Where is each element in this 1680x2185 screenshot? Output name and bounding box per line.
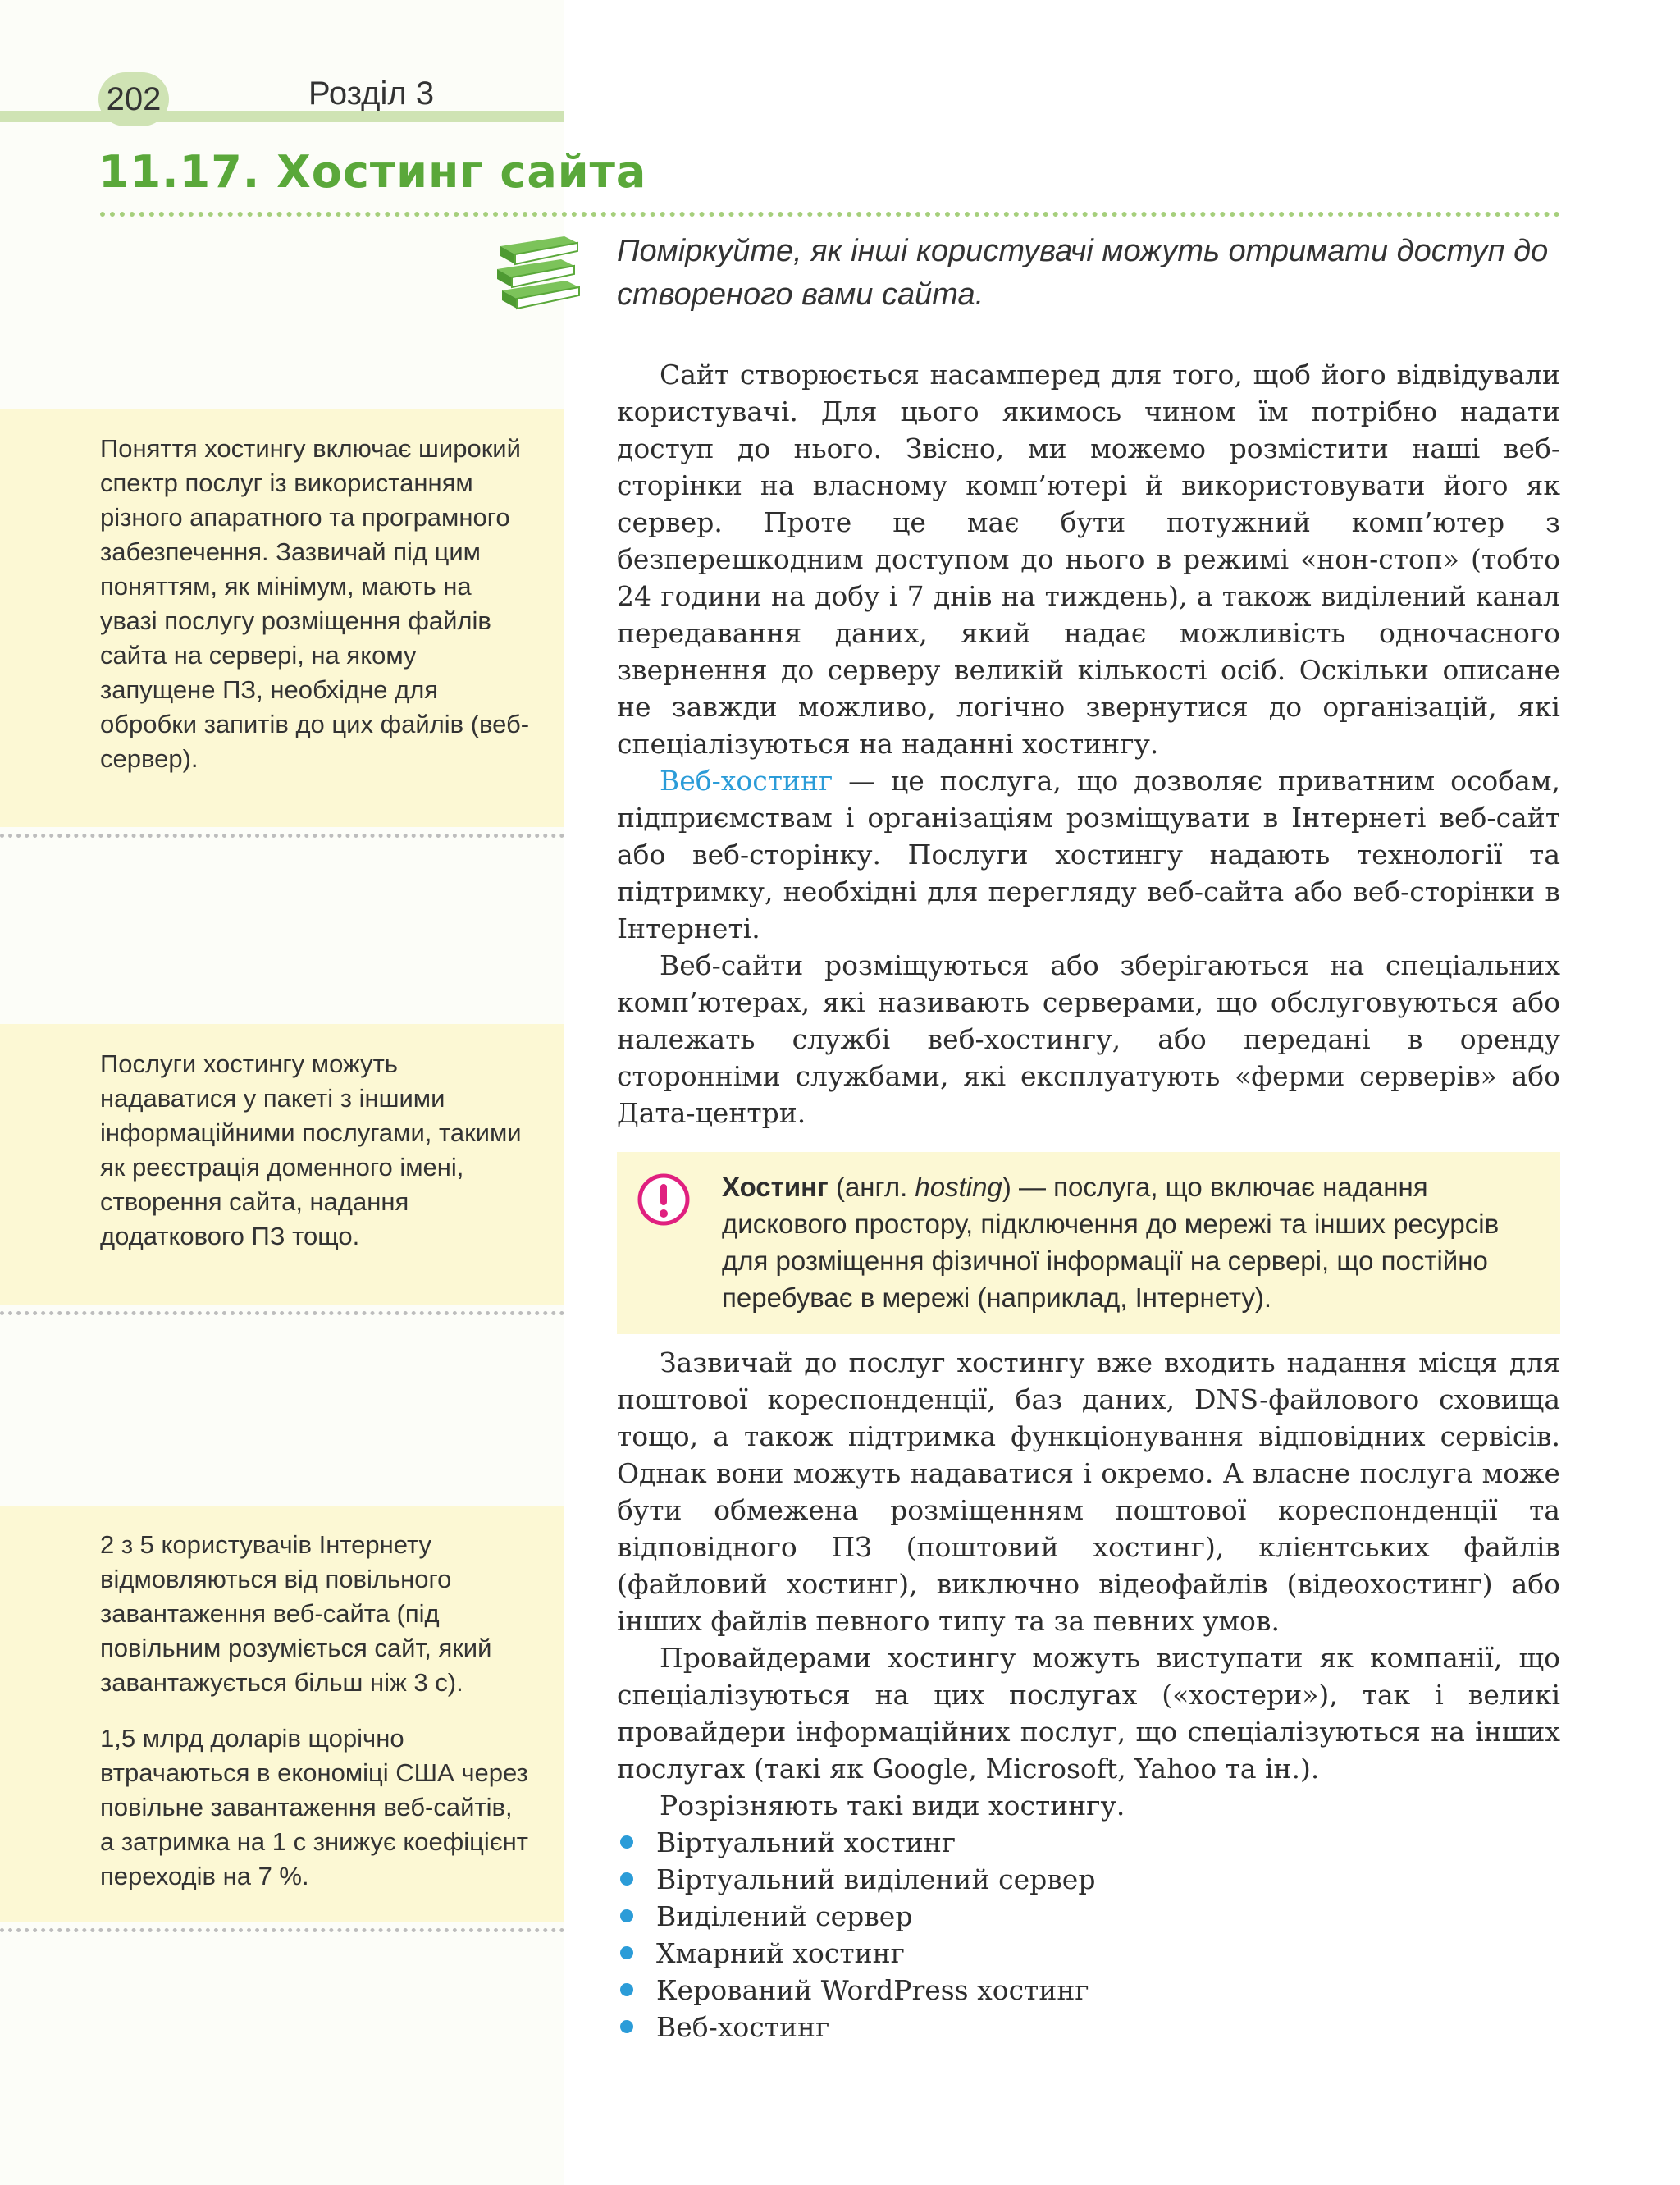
list-item: Керований WordPress хостинг xyxy=(617,1972,1560,2009)
margin-note-text: Поняття хостингу включає широкий спектр послуг із використанням різного апаратного та програмного забезпечення. Зазвичай під цим поняттям, як мінімум, мають на увазі послугу розміщення файлів сайта на сервері, на якому запущене ПЗ, необхідне для обробки запитів до цих файлів (веб-сервер). xyxy=(100,434,530,773)
section-label: Розділ 3 xyxy=(308,75,435,112)
paragraph: Веб-хостинг — це послуга, що дозволяє приватним особам, підприємствам і організаціям розміщувати в Інтернеті веб-сайт або веб-сторінку. Послуги хостингу надають технології та підтримку, необхідні для перегляду веб-сайта або веб-сторінки в Інтернеті. xyxy=(617,765,1560,944)
paragraph: Веб-сайти розміщуються або зберігаються на спеціальних комп’ютерах, які називають серверами, що обслуговуються або належать службі веб-хостингу, або передані в оренду сторонніми службами, які експлуатують «ферми серверів» або Дата-центри. xyxy=(617,949,1560,1129)
bullet-icon xyxy=(620,1835,633,1849)
paragraph: Розрізняють такі види хостингу. xyxy=(660,1790,1125,1822)
paragraph: Провайдерами хостингу можуть виступати як компанії, що спеціалізуються на цих послугах («хостери»), так і великі провайдери інформаційних послуг, що спеціалізуються на інших послугах (такі як Google, Microsoft, Yahoo та ін.). xyxy=(617,1642,1560,1785)
margin-note-1 xyxy=(0,409,564,827)
main-text-block-1 xyxy=(617,356,1560,1131)
list-item: Віртуальний виділений сервер xyxy=(617,1861,1560,1898)
margin-divider xyxy=(0,834,564,838)
margin-divider xyxy=(0,1928,564,1932)
bullet-icon xyxy=(620,2020,633,2033)
lead-question: Поміркуйте, як інші користувачі можуть отримати доступ до створеного вами сайта. xyxy=(617,234,1549,312)
page-number: 202 xyxy=(98,72,169,126)
books-icon xyxy=(492,231,584,313)
margin-divider xyxy=(0,1311,564,1315)
term-web-hosting: Веб-хостинг xyxy=(660,765,833,797)
margin-note-text: 2 з 5 користувачів Інтернету відмовляються від повільного завантаження веб-сайта (під повільним розуміється сайт, який завантажується більш ніж 3 с). xyxy=(100,1530,492,1697)
margin-note-2 xyxy=(0,1024,564,1305)
list-item: Віртуальний хостинг xyxy=(617,1824,1560,1861)
title-divider xyxy=(100,212,1560,217)
definition-box xyxy=(617,1152,1560,1334)
margin-note-text: Послуги хостингу можуть надаватися у пакеті з іншими інформаційними послугами, такими як реєстрація доменного імені, створення сайта, надання додаткового ПЗ тощо. xyxy=(100,1049,522,1250)
margin-note-text: 1,5 млрд доларів щорічно втрачаються в економіці США через повільне завантаження веб-сайтів, а затримка на 1 с знижує коефіцієнт переходів на 7 %. xyxy=(100,1724,528,1890)
definition-text: Хостинг (англ. hosting) — послуга, що включає надання дискового простору, підключення до мережі та інших ресурсів для розміщення фізичної інформації на сервері, що постійно перебуває в мережі (наприклад, Інтернету). xyxy=(722,1172,1500,1313)
margin-note-3 xyxy=(0,1506,564,1922)
bullet-icon xyxy=(620,1983,633,1996)
bullet-icon xyxy=(620,1872,633,1886)
header-band xyxy=(0,111,564,122)
paragraph: Сайт створюється насамперед для того, щоб його відвідували користувачі. Для цього якимось чином їм потрібно надати доступ до нього. Звісно, ми можемо розмістити наші веб-сторінки на власному комп’ютері й використовувати його як сервер. Проте це має бути потужний комп’ютер з безперешкодним доступом до нього в режимі «нон-стоп» (тобто 24 години на добу і 7 днів на тиждень), а також виділений канал передавання даних, який надає можливість одночасного звернення до серверу великій кількості осіб. Оскільки описане не завжди можливо, логічно звернутися до організацій, які спеціалізуються на наданні хостингу. xyxy=(617,359,1560,760)
hosting-kinds-list xyxy=(617,1824,1560,2046)
exclamation-icon xyxy=(637,1172,691,1227)
list-item: Виділений сервер xyxy=(617,1898,1560,1935)
bullet-icon xyxy=(620,1909,633,1922)
paragraph: Зазвичай до послуг хостингу вже входить надання місця для поштової кореспонденції, баз даних, DNS-файлового сховища тощо, а також підтримка функціонування відповідних сервісів. Однак вони можуть надаватися і окремо. А власне послуга може бути обмежена розміщенням поштової кореспонденції та відповідного ПЗ (поштовий хостинг), клієнтських файлів (файловий хостинг), виключно відеофайлів (відеохостинг) або інших файлів певного типу та за певних умов. xyxy=(617,1346,1560,1637)
main-text-block-2 xyxy=(617,1344,1560,2046)
bullet-icon xyxy=(620,1946,633,1959)
page-title: 11.17. Хостинг сайта xyxy=(98,146,647,198)
list-item: Веб-хостинг xyxy=(617,2009,1560,2046)
list-item: Хмарний хостинг xyxy=(617,1935,1560,1972)
